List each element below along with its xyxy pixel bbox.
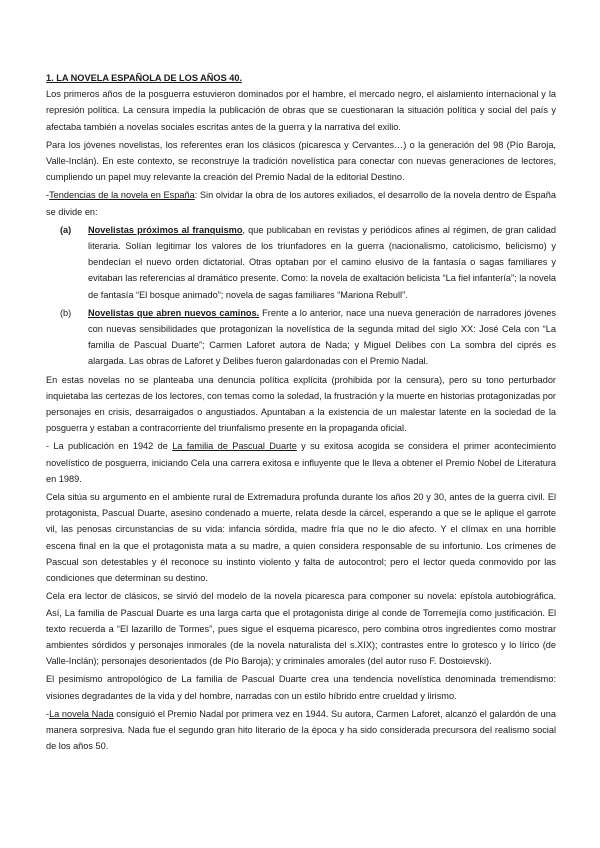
paragraph-tendencias: [46, 187, 556, 219]
list-item-b-heading: Novelistas que abren nuevos caminos.: [88, 307, 260, 318]
dash: -: [46, 190, 50, 201]
list-item-a: [46, 222, 556, 303]
paragraph-picaresca: Cela era lector de clásicos, se sirvió del modelo de la novela picaresca para componer su novela: epístola autobiográfica. Así, La familia de Pascual Duarte es una larga carta que el protagonista dirige al conde de Torremejía como justificación. El texto recuerda a “El lazarillo de Tormes”, pues sigue el esquema picaresco, pero combina otros ingredientes como mostrar ambientes sórdidos y personajes inmorales (de la novela naturalista del s.XIX); contrastes entre lo grotesco y lo lírico (de Valle-Inclán); personajes desorientados (de Pío Baroja); y criminales amorales (del autor ruso F. Dostoievski).: [46, 591, 556, 667]
section-title: [46, 70, 556, 86]
nada-title: La novela Nada: [49, 708, 114, 719]
nada-text: consiguió el Premio Nadal por primera vez en 1944. Su autora, Carmen Laforet, alcanzó el galardón de una manera sorpresiva. Nada fue el segundo gran hito literario de la época y ha sido considerada precursora del realismo social de los años 50.: [46, 708, 556, 752]
tendencias-text: : Sin olvidar la obra de los autores exiliados, el desarrollo de la novela dentro de España se divide en:: [46, 190, 556, 217]
paragraph-referentes: Para los jóvenes novelistas, los referentes eran los clásicos (picaresca y Cervantes…) o la generación del 98 (Pío Baroja, Valle-Inclán). En este contexto, se reconstruye la tradición novelística para conectar con nuevas generaciones de lectores, cumpliendo un papel muy relevante la creación del Premio Nadal de la editorial Destino.: [46, 139, 556, 183]
list-item-b-text: Frente a lo anterior, nace una nueva generación de narradores jóvenes con nuevas sensibilidades que protagonizan la novelística de la segunda mitad del siglo XX: José Cela con “La familia de Pascual Duarte”; Carmen Laforet autora de Nada; y Miguel Delibes con La sombra del ciprés es alargada. Las obras de Laforet y Delibes fueron galardonadas con el Premio Nadal.: [88, 307, 556, 367]
list-item-a-heading: Novelistas próximos al franquismo: [88, 224, 243, 235]
tendencias-heading: Tendencias de la novela en España: [49, 190, 195, 201]
paragraph-posguerra: Los primeros años de la posguerra estuvieron dominados por el hambre, el mercado negro, el aislamiento internacional y la represión política. La censura impedía la publicación de obras que se cuestionaran la situación política y social del país y afectaba también a novelas sociales escritas antes de la guerra y la narrativa del exilio.: [46, 89, 556, 132]
list-item-a-body: [88, 222, 556, 303]
paragraph-denuncia: En estas novelas no se planteaba una denuncia política explícita (prohibida por la censura), pero su tono perturbador inquietaba las certezas de los lectores, con temas como la soledad, la frustración y la muerte en historias protagonizadas por personajes en crisis, desarraigados o angustiados. Apuntaban a la existencia de un malestar latente en la sociedad de la posguerra y estaban a contracorriente del triunfalismo presente en la propaganda oficial.: [46, 374, 556, 434]
pascual-title: La familia de Pascual Duarte: [172, 441, 297, 452]
pascual-text: y su exitosa acogida se considera el primer acontecimiento novelístico de posguerra, iniciando Cela una carrera exitosa e influyente que le lleva a obtener el Premio Nobel de Literatura en 1989.: [46, 441, 556, 484]
paragraph-argumento: Cela sitúa su argumento en el ambiente rural de Extremadura profunda durante los años 20 y 30, antes de la guerra civil. El protagonista, Pascual Duarte, asesino condenado a muerte, relata desde la cárcel, esperando a que se le aplique el garrote vil, las penosas circunstancias de su vida: infancia sórdida, madre fría que no le dio afecto. Y el clímax en una horrible escena final en la que el protagonista mata a su madre, a quien considera responsable de su infortunio. Los crímenes de Pascual son detestables y él reconoce su instinto violento y falta de autocontrol; pero el lector queda conmovido por las condiciones que determinan su destino.: [46, 492, 556, 584]
dash: -: [46, 708, 50, 719]
list-item-b: [46, 305, 556, 370]
paragraph-nada: [46, 706, 556, 755]
paragraph-pascual-duarte: [46, 438, 556, 487]
paragraph-tremendismo: El pesimismo antropológico de La familia de Pascual Duarte crea una tendencia novelística denominada tremendismo: visiones degradantes de la vida y del hombre, narradas con un estilo híbrido entre crueldad y lirismo.: [46, 674, 556, 701]
list-item-b-body: [88, 305, 556, 370]
list-marker-b: (b): [60, 307, 72, 318]
section-title-text: 1. LA NOVELA ESPAÑOLA DE LOS AÑOS 40.: [46, 73, 243, 83]
list-marker-a: (a): [60, 224, 72, 235]
document-body: [46, 70, 556, 756]
list-item-a-text: , que publicaban en revistas y periódicos afines al régimen, de gran calidad literaria. Solían legitimar los valores de los triunfadores en la guerra (nacionalismo, catolicismo, belicismo) y bendecían el nuevo orden dictatorial. Otras optaban por el camino elusivo de la fantasía o sagas familiares y evitaban las referencias al dramático presente. Como: la novela de exaltación belicista “La fiel infantería”; la novela de fantasía “El bosque animado”; novela de sagas familiares “Mariona Rebull”.: [88, 224, 556, 300]
pascual-prefix: - La publicación en 1942 de: [46, 441, 173, 452]
